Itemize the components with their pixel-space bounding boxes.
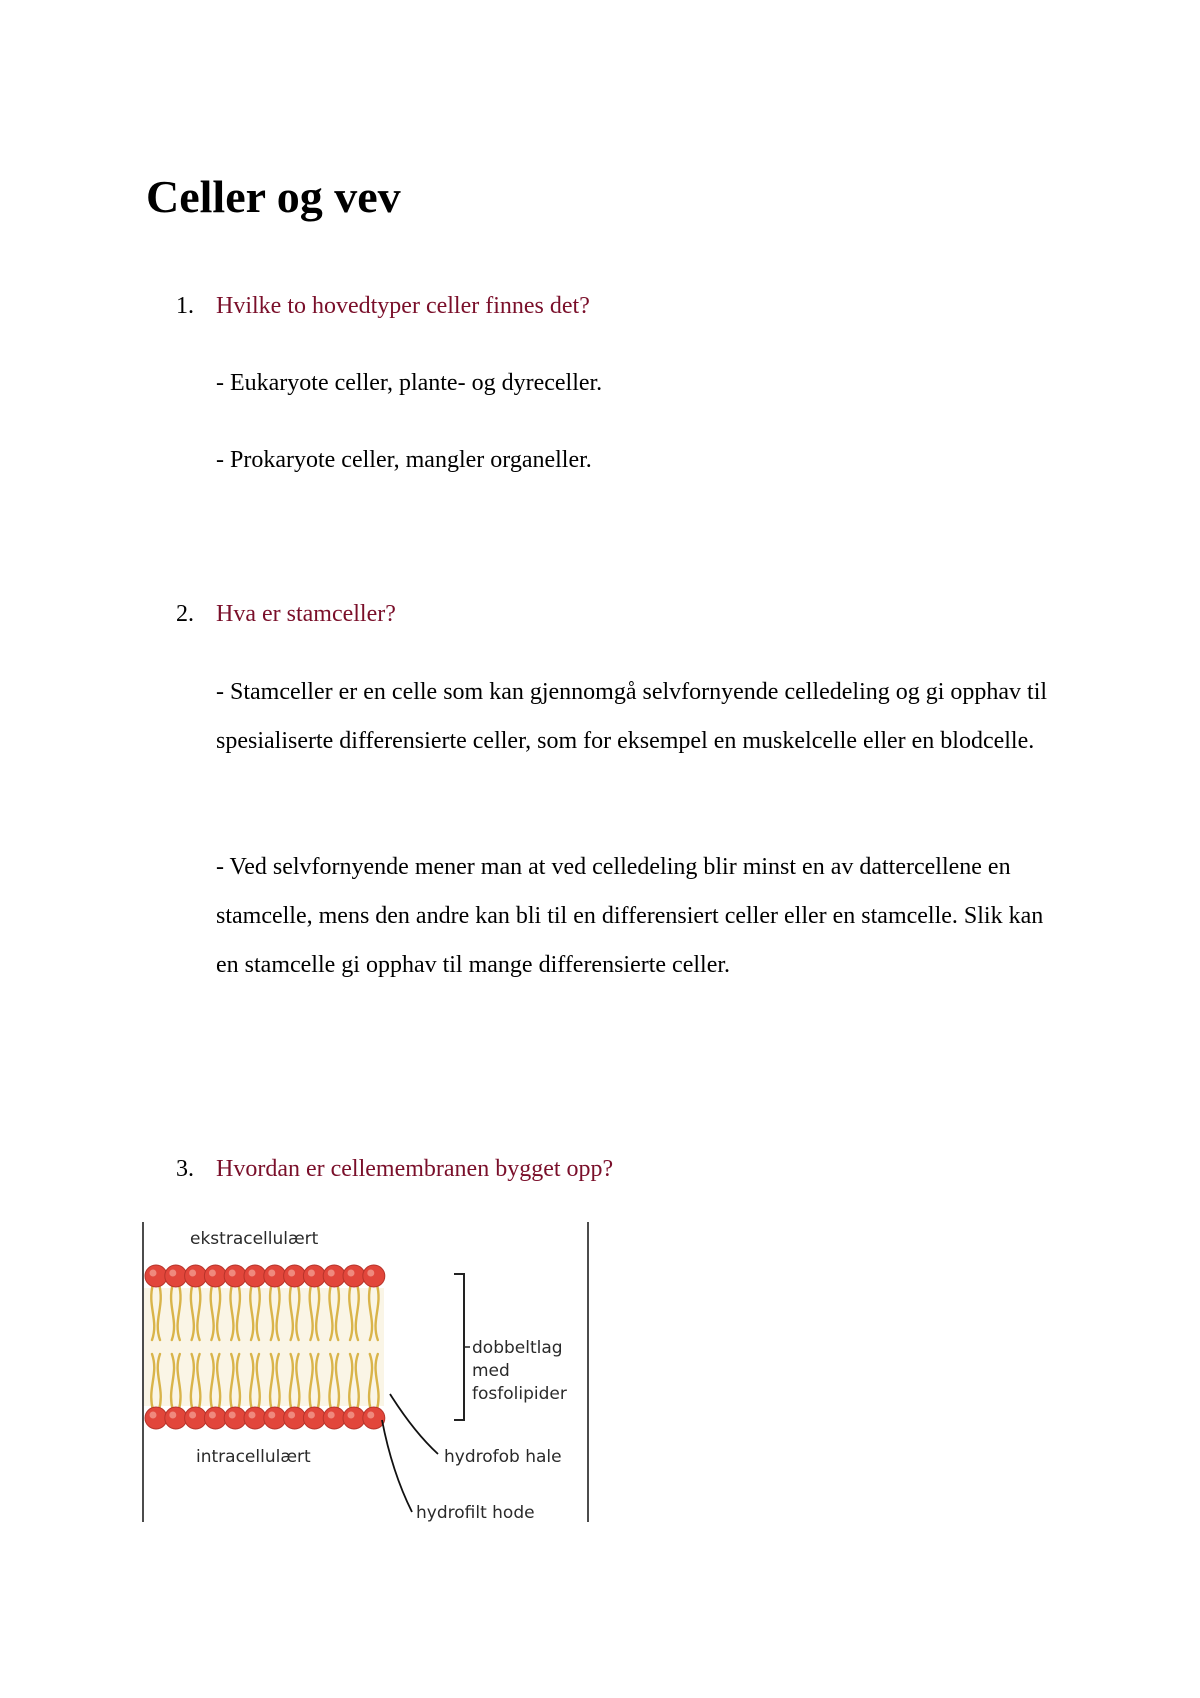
bilayer-label-line3: fosfolipider xyxy=(472,1384,567,1404)
hydrophilic-head xyxy=(185,1407,207,1429)
cell-membrane-figure xyxy=(142,1222,590,1522)
hydrophilic-head xyxy=(363,1265,385,1287)
hydrophilic-head xyxy=(165,1265,187,1287)
head-highlight xyxy=(268,1412,275,1419)
head-highlight xyxy=(209,1270,216,1277)
hydrophilic-head xyxy=(284,1265,306,1287)
hydrophilic-head xyxy=(224,1407,246,1429)
head-highlight xyxy=(150,1412,157,1419)
head-highlight xyxy=(189,1412,196,1419)
head-highlight xyxy=(288,1412,295,1419)
hydrophilic-head xyxy=(204,1265,226,1287)
head-highlight xyxy=(348,1270,355,1277)
answer-1-1: - Eukaryote celler, plante- og dyreceller. xyxy=(216,370,603,396)
question-3-number: 3. xyxy=(176,1156,194,1182)
answer-2-1: - Stamceller er en celle som kan gjennomgå selvfornyende celledeling og gi opphav til spesialiserte differensierte celler, som for eksempel en muskelcelle eller en blodcelle. xyxy=(216,679,1048,754)
hydrophilic-head xyxy=(284,1407,306,1429)
phospholipid-bilayer xyxy=(144,1265,385,1429)
question-3 xyxy=(176,1153,613,1185)
hydrophilic-head xyxy=(204,1407,226,1429)
question-1-text: Hvilke to hovedtyper celler finnes det? xyxy=(216,293,590,319)
hydrophilic-head xyxy=(343,1407,365,1429)
hydrophilic-head xyxy=(224,1265,246,1287)
head-highlight xyxy=(308,1412,315,1419)
question-2 xyxy=(176,598,396,630)
hydrophilic-head xyxy=(145,1265,167,1287)
head-highlight xyxy=(348,1412,355,1419)
page-title: Celler og vev xyxy=(146,171,401,222)
answer-1-2: - Prokaryote celler, mangler organeller. xyxy=(216,447,592,473)
hydrophilic-head xyxy=(244,1265,266,1287)
head-highlight xyxy=(229,1412,236,1419)
head-highlight xyxy=(209,1412,216,1419)
question-3-text: Hvordan er cellemembranen bygget opp? xyxy=(216,1156,614,1182)
head-pointer-line xyxy=(382,1420,412,1512)
head-highlight xyxy=(189,1270,196,1277)
hydrophilic-head xyxy=(264,1265,286,1287)
head-highlight xyxy=(249,1270,256,1277)
tail-label: hydrofob hale xyxy=(444,1447,562,1467)
bilayer-label-line2: med xyxy=(472,1361,510,1381)
question-2-text: Hva er stamceller? xyxy=(216,601,396,627)
hydrophilic-head xyxy=(323,1265,345,1287)
extracellular-label: ekstracellulært xyxy=(190,1229,319,1249)
hydrophilic-head xyxy=(244,1407,266,1429)
head-highlight xyxy=(288,1270,295,1277)
question-2-number: 2. xyxy=(176,601,194,627)
head-highlight xyxy=(229,1270,236,1277)
head-highlight xyxy=(367,1412,374,1419)
intracellular-label: intracellulært xyxy=(196,1447,311,1467)
head-highlight xyxy=(150,1270,157,1277)
head-highlight xyxy=(249,1412,256,1419)
bilayer-bracket xyxy=(454,1274,464,1420)
hydrophilic-head xyxy=(303,1407,325,1429)
bilayer-label-line1: dobbeltlag xyxy=(472,1338,563,1358)
question-1-number: 1. xyxy=(176,293,194,319)
hydrophilic-head xyxy=(145,1407,167,1429)
head-highlight xyxy=(169,1270,176,1277)
hydrophilic-head xyxy=(363,1407,385,1429)
hydrophilic-head xyxy=(303,1265,325,1287)
head-highlight xyxy=(308,1270,315,1277)
question-1 xyxy=(176,290,590,322)
hydrophilic-head xyxy=(185,1265,207,1287)
head-highlight xyxy=(367,1270,374,1277)
tail-pointer-line xyxy=(390,1394,438,1454)
hydrophilic-head xyxy=(343,1265,365,1287)
head-label: hydrofilt hode xyxy=(416,1503,535,1522)
hydrophilic-head xyxy=(264,1407,286,1429)
head-highlight xyxy=(169,1412,176,1419)
head-highlight xyxy=(328,1270,335,1277)
hydrophilic-head xyxy=(165,1407,187,1429)
answer-2-2: - Ved selvfornyende mener man at ved celledeling blir minst en av dattercellene en stamcelle, mens den andre kan bli til en differensiert celler eller en stamcelle. Slik kan en stamcelle gi opphav til mange differensierte celler. xyxy=(216,854,1044,978)
hydrophilic-head xyxy=(323,1407,345,1429)
head-highlight xyxy=(268,1270,275,1277)
head-highlight xyxy=(328,1412,335,1419)
